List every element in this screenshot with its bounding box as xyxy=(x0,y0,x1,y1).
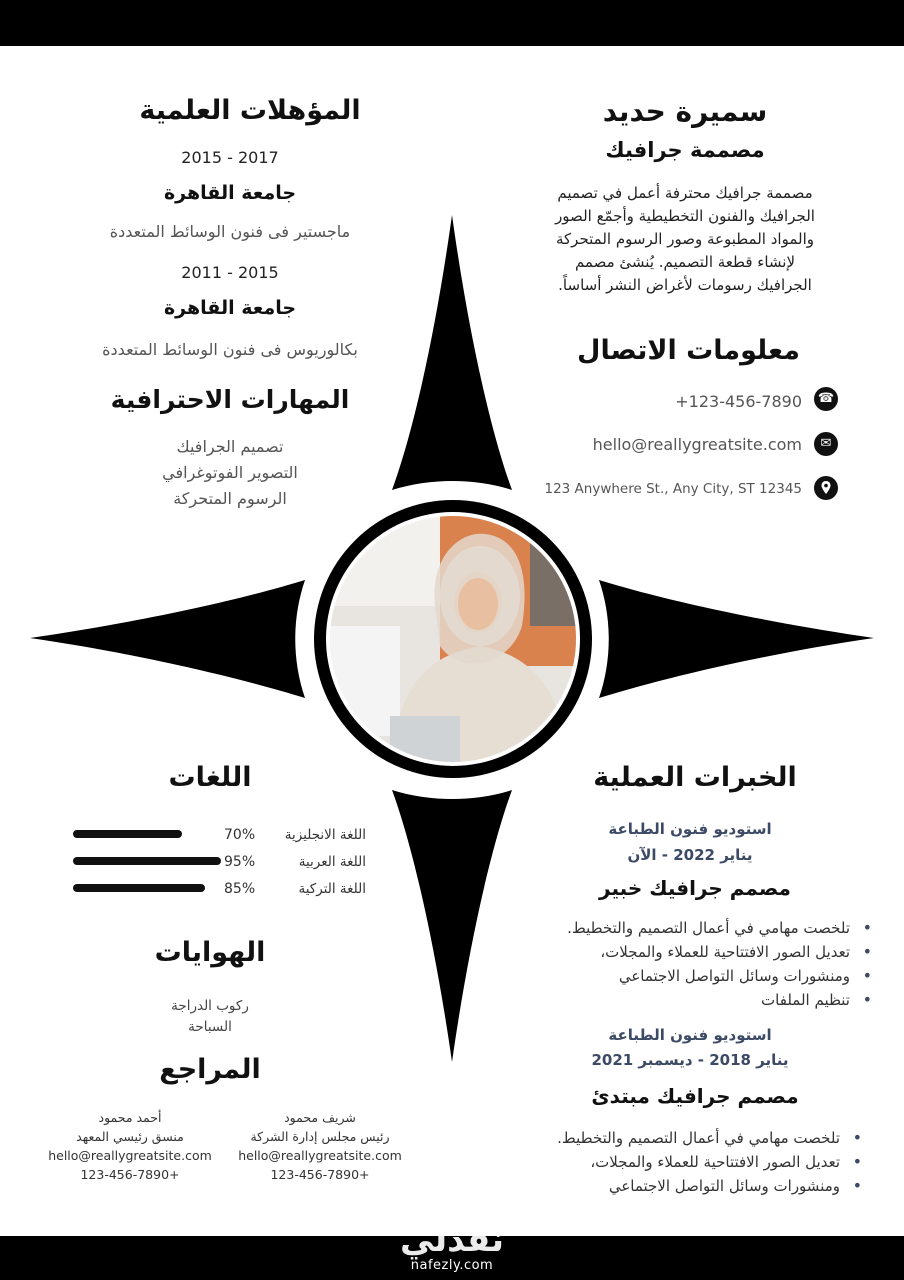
skill-item: التصوير الفوتوغرافي xyxy=(162,463,298,482)
reference-role: منسق رئيسي المعهد xyxy=(76,1129,184,1144)
education-heading: المؤهلات العلمية xyxy=(139,95,361,126)
email-icon: ✉ xyxy=(814,432,838,456)
job-bullet: • تنظيم الملفات xyxy=(490,988,850,1012)
language-name-3: اللغة التركية xyxy=(298,881,366,897)
reference-phone: +123-456-7890 xyxy=(270,1167,370,1182)
skill-item: تصميم الجرافيك xyxy=(176,437,284,456)
reference-name: أحمد محمود xyxy=(98,1110,162,1125)
job-2-company: استوديو فنون الطباعة xyxy=(608,1026,772,1044)
hobby-item: السباحة xyxy=(188,1019,232,1035)
hobbies-heading: الهوايات xyxy=(154,937,266,968)
language-bar-3 xyxy=(73,884,205,892)
language-percent-3: 85% xyxy=(224,881,256,897)
reference-phone: +123-456-7890 xyxy=(80,1167,180,1182)
hobby-item: ركوب الدراجة xyxy=(171,998,249,1014)
job-1-role: مصمم جرافيك خبير xyxy=(599,876,791,900)
job-bullet: • تلخصت مهامي في أعمال التصميم والتخطيط. xyxy=(490,916,850,940)
job-bullet: • تعديل الصور الافتتاحية للعملاء والمجلات، xyxy=(470,1150,840,1174)
contact-heading: معلومات الاتصال xyxy=(577,335,800,366)
job-bullet: • تعديل الصور الافتتاحية للعملاء والمجلات، xyxy=(490,940,850,964)
reference-name: شريف محمود xyxy=(284,1110,356,1125)
contact-address: 123 Anywhere St., Any City, ST 12345 xyxy=(544,481,802,497)
reference-email[interactable]: hello@reallygreatsite.com xyxy=(48,1148,212,1163)
education-years-1: 2015 - 2017 xyxy=(181,148,279,167)
star-point-right xyxy=(599,580,874,698)
experience-heading: الخبرات العملية xyxy=(593,762,797,793)
profile-photo xyxy=(330,516,576,762)
skills-heading: المهارات الاحترافية xyxy=(110,385,350,414)
education-school-1: جامعة القاهرة xyxy=(163,182,297,204)
profile-title: مصممة جرافيك xyxy=(605,138,765,162)
contact-email[interactable]: hello@reallygreatsite.com xyxy=(592,435,802,454)
nafezly-watermark-logo: نفذلي nafezly.com xyxy=(399,1220,505,1273)
profile-summary: مصممة جرافيك محترفة أعمل في تصميم الجرافيك والفنون التخطيطية وأجمّع الصور والمواد المطبوعة وصور الرسوم المتحركة لإنشاء قطعة التصميم. يُنشئ مصمم الجرافيك رسومات لأغراض النشر أساساً. xyxy=(555,184,815,294)
job-1-period: يناير 2022 - الآن xyxy=(627,846,753,864)
references-heading: المراجع xyxy=(159,1054,261,1085)
job-2-role: مصمم جرافيك مبتدئ xyxy=(591,1084,799,1108)
reference-1 xyxy=(228,1108,412,1184)
skills-list xyxy=(120,434,340,512)
education-years-2: 2011 - 2015 xyxy=(181,263,279,282)
education-degree-2: بكالوريوس فى فنون الوسائط المتعددة xyxy=(102,340,358,359)
location-pin-icon xyxy=(814,476,838,500)
language-percent-2: 95% xyxy=(224,854,256,870)
language-name-2: اللغة العربية xyxy=(298,854,366,870)
language-bar-2 xyxy=(73,857,221,865)
job-bullet: • ومنشورات وسائل التواصل الاجتماعي xyxy=(470,1174,840,1198)
star-point-left xyxy=(30,580,305,698)
skill-item: الرسوم المتحركة xyxy=(173,489,287,508)
job-2-bullets xyxy=(470,1126,864,1198)
job-bullet: • تلخصت مهامي في أعمال التصميم والتخطيط. xyxy=(470,1126,840,1150)
star-point-top xyxy=(392,215,512,490)
phone-icon: ☎ xyxy=(814,387,838,411)
reference-role: رئيس مجلس إدارة الشركة xyxy=(250,1129,390,1144)
contact-phone: +123-456-7890 xyxy=(675,392,802,411)
profile-name: سميرة حديد xyxy=(602,95,768,128)
hobbies-list xyxy=(130,996,290,1038)
job-1-bullets xyxy=(490,916,874,1012)
language-bar-1 xyxy=(73,830,182,838)
job-bullet: • ومنشورات وسائل التواصل الاجتماعي xyxy=(490,964,850,988)
language-percent-1: 70% xyxy=(224,827,256,843)
job-2-period: يناير 2018 - ديسمبر 2021 xyxy=(591,1051,789,1069)
education-school-2: جامعة القاهرة xyxy=(163,297,297,319)
languages-heading: اللغات xyxy=(168,762,252,793)
job-1-company: استوديو فنون الطباعة xyxy=(608,820,772,838)
language-name-1: اللغة الانجليزية xyxy=(284,827,366,843)
reference-email[interactable]: hello@reallygreatsite.com xyxy=(238,1148,402,1163)
education-degree-1: ماجستير فى فنون الوسائط المتعددة xyxy=(109,222,351,241)
reference-2 xyxy=(38,1108,222,1184)
